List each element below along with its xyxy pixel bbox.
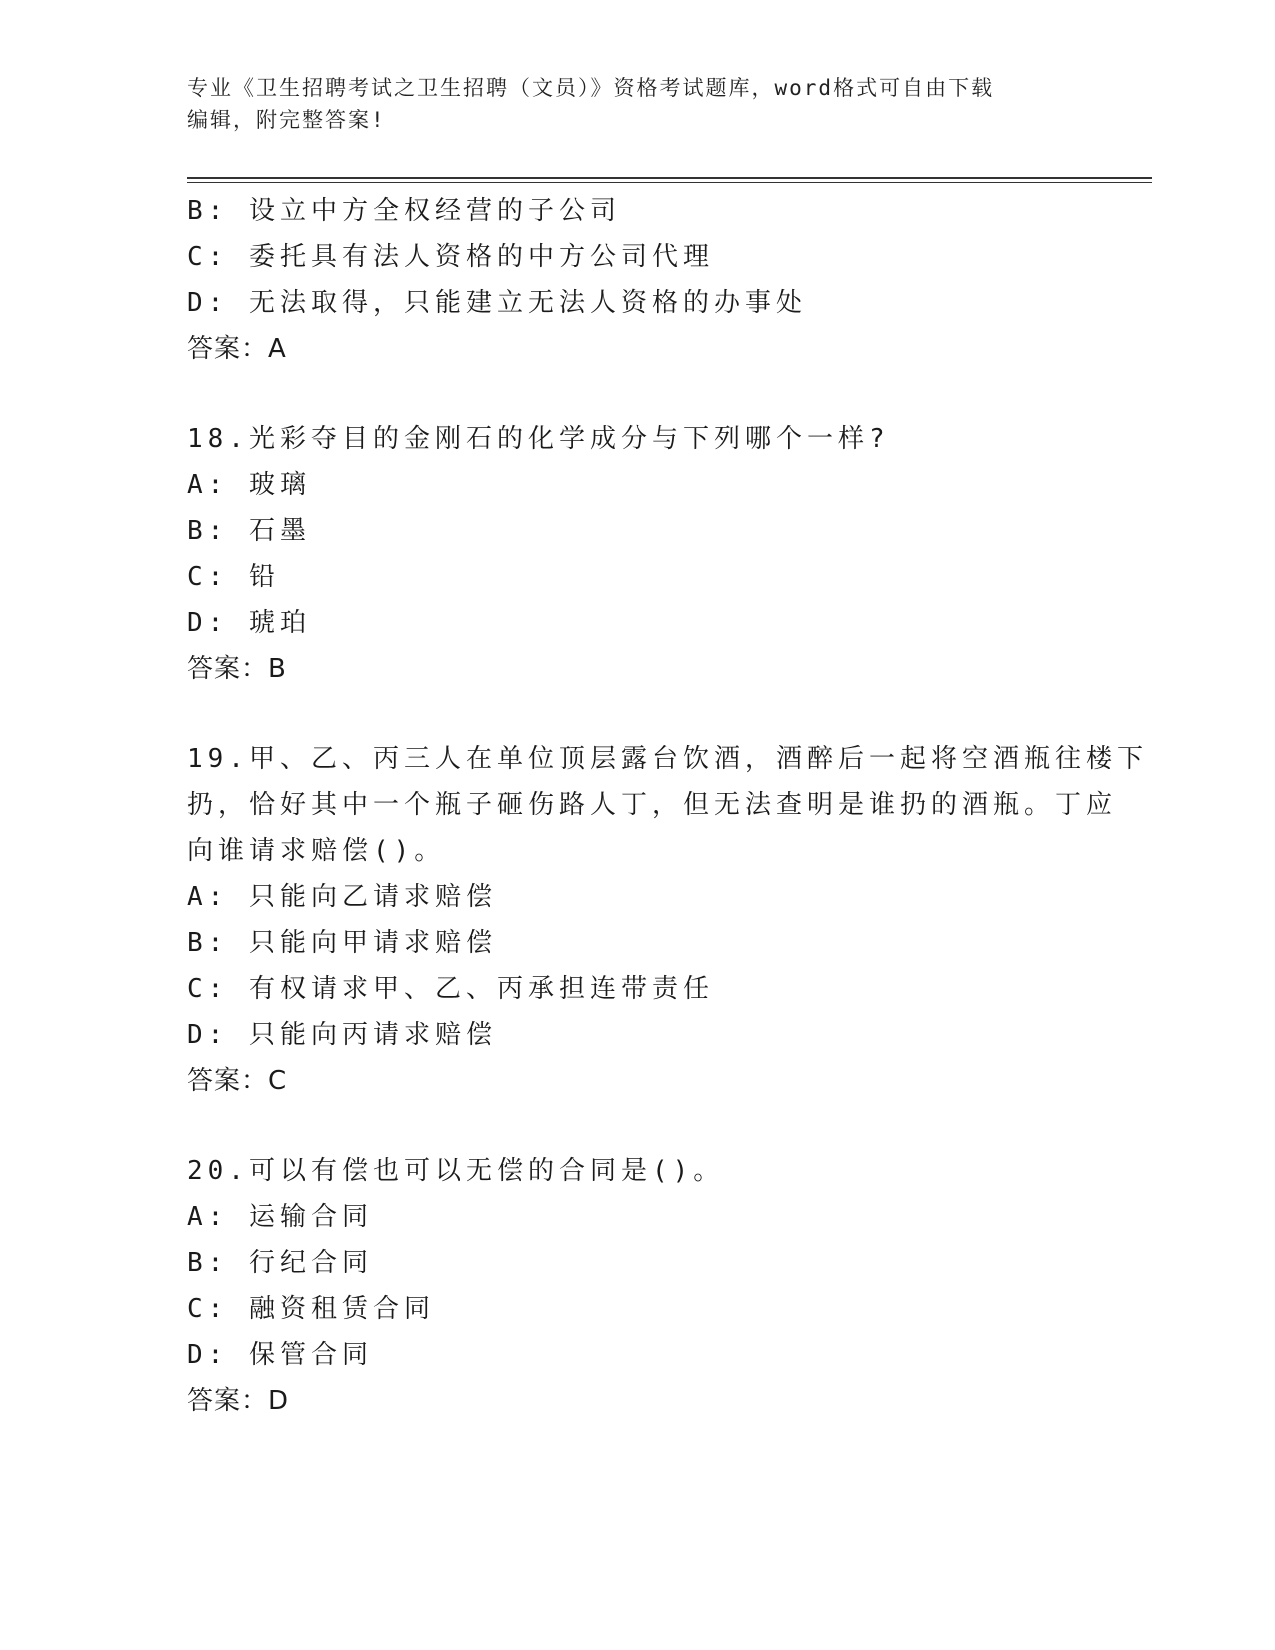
- option-d: D: 琥珀: [187, 608, 311, 638]
- question-19: [187, 736, 1148, 1104]
- option-d: D: 保管合同: [187, 1340, 373, 1370]
- option-b: B: 只能向甲请求赔偿: [187, 928, 497, 958]
- option-b: B: 行纪合同: [187, 1248, 373, 1278]
- question-text-line-3: 向谁请求赔偿()。: [187, 836, 446, 866]
- option-b: B: 设立中方全权经营的子公司: [187, 196, 621, 226]
- header-line-1: 专业《卫生招聘考试之卫生招聘（文员）》资格考试题库，word格式可自由下载: [187, 76, 995, 100]
- question-list: [187, 188, 1148, 1424]
- question-17-continued: [187, 188, 1087, 372]
- header-rule-thick: [187, 177, 1152, 179]
- option-c: C: 委托具有法人资格的中方公司代理: [187, 242, 714, 272]
- document-page: [187, 0, 1147, 1650]
- question-18: [187, 416, 1087, 692]
- option-d: D: 无法取得，只能建立无法人资格的办事处: [187, 288, 807, 318]
- question-text-line-2: 扔，恰好其中一个瓶子砸伤路人丁，但无法查明是谁扔的酒瓶。丁应: [187, 790, 1118, 820]
- header-rule-thin: [187, 182, 1152, 183]
- answer-line: 答案：C: [187, 1066, 288, 1096]
- option-a: A: 玻璃: [187, 470, 311, 500]
- question-20: [187, 1148, 1087, 1424]
- answer-line: 答案：D: [187, 1386, 290, 1416]
- document-header: [187, 72, 1067, 136]
- question-text: 18.光彩夺目的金刚石的化学成分与下列哪个一样?: [187, 424, 890, 454]
- option-d: D: 只能向丙请求赔偿: [187, 1020, 497, 1050]
- question-text: 20.可以有偿也可以无偿的合同是()。: [187, 1156, 725, 1186]
- answer-line: 答案：A: [187, 334, 287, 364]
- answer-line: 答案：B: [187, 654, 287, 684]
- question-text-line-1: 19.甲、乙、丙三人在单位顶层露台饮酒，酒醉后一起将空酒瓶往楼下: [187, 744, 1148, 774]
- option-a: A: 只能向乙请求赔偿: [187, 882, 497, 912]
- option-b: B: 石墨: [187, 516, 311, 546]
- option-c: C: 融资租赁合同: [187, 1294, 435, 1324]
- option-a: A: 运输合同: [187, 1202, 373, 1232]
- option-c: C: 有权请求甲、乙、丙承担连带责任: [187, 974, 714, 1004]
- header-line-2: 编辑，附完整答案!: [187, 108, 386, 132]
- option-c: C: 铅: [187, 562, 280, 592]
